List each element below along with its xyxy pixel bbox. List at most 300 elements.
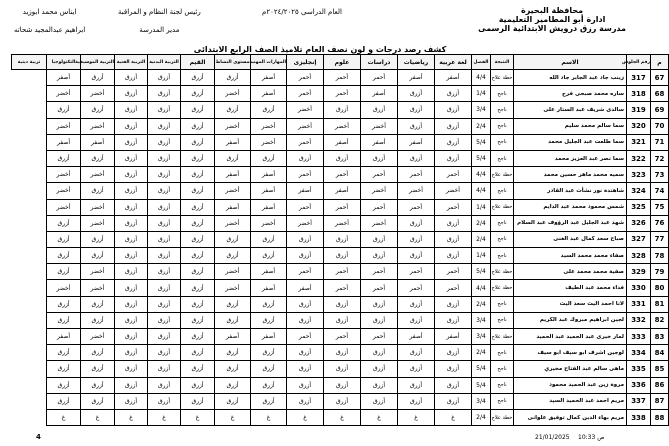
row-result: خطة علاج (491, 280, 514, 296)
table-row (12, 361, 669, 377)
row-index: 78 (651, 248, 669, 264)
grade-cell: أصفر (287, 280, 324, 296)
grade-cell: أزرق (115, 393, 148, 409)
grade-cell: أزرق (81, 150, 115, 166)
table-row (12, 134, 669, 150)
row-class: 1/4 (472, 86, 491, 102)
row-result: ناجح (491, 183, 514, 199)
grade-cell: أزرق (181, 312, 215, 328)
grade-cell: أزرق (81, 393, 115, 409)
row-code: 322 (627, 150, 651, 166)
col-social: دراسات (361, 55, 398, 70)
grade-cell: أخضر (81, 215, 115, 231)
grade-cell: أحمر (435, 280, 472, 296)
grade-cell: أزرق (181, 248, 215, 264)
grade-cell: غ (324, 409, 361, 425)
grade-cell: أزرق (148, 118, 181, 134)
grade-cell: أحمر (361, 280, 398, 296)
grade-cell: أزرق (215, 312, 251, 328)
grade-cell: أزرق (215, 231, 251, 247)
row-class: 3/4 (472, 393, 491, 409)
grade-cell: أخضر (324, 118, 361, 134)
page-number: 4 (36, 433, 41, 441)
row-code: 337 (627, 393, 651, 409)
grade-cell: أصفر (251, 167, 287, 183)
grade-cell: أزرق (115, 86, 148, 102)
grade-cell: أزرق (398, 248, 435, 264)
grade-cell: أزرق (81, 183, 115, 199)
grade-cell: أصفر (251, 86, 287, 102)
grade-cell: أخضر (287, 118, 324, 134)
grade-cell: أحمر (287, 167, 324, 183)
grade-cell: أزرق (324, 361, 361, 377)
grade-cell: أزرق (115, 264, 148, 280)
grade-cell: أزرق (251, 345, 287, 361)
grade-cell: أخضر (81, 118, 115, 134)
grade-cell: أحمر (398, 280, 435, 296)
grade-cell: أزرق (398, 345, 435, 361)
row-code: 331 (627, 296, 651, 312)
grade-cell: أزرق (435, 312, 472, 328)
grade-cell: أزرق (398, 296, 435, 312)
row-class: 4/4 (472, 280, 491, 296)
grade-cell: أزرق (181, 150, 215, 166)
grade-cell: أزرق (148, 102, 181, 118)
grade-cell: أزرق (148, 86, 181, 102)
grade-cell: أزرق (115, 231, 148, 247)
grade-cell: أزرق (398, 393, 435, 409)
grade-cell: أزرق (81, 377, 115, 393)
table-row (12, 102, 669, 118)
grade-cell: أحمر (361, 167, 398, 183)
grade-cell: أزرق (81, 361, 115, 377)
row-class: 3/4 (472, 312, 491, 328)
grade-cell: أصفر (398, 134, 435, 150)
grade-cell: غ (435, 409, 472, 425)
row-result: ناجح (491, 134, 514, 150)
grade-cell: أزرق (361, 296, 398, 312)
row-name: شمس محمود محمد عبد الدايم (514, 199, 627, 215)
row-class: 1/4 (472, 248, 491, 264)
row-name: سما سالم محمد سليم (514, 118, 627, 134)
grade-cell: أخضر (81, 86, 115, 102)
row-index: 81 (651, 296, 669, 312)
row-index: 79 (651, 264, 669, 280)
grade-cell: غ (215, 409, 251, 425)
grade-cell: أزرق (251, 361, 287, 377)
row-result: ناجح (491, 215, 514, 231)
row-code: 333 (627, 329, 651, 345)
grade-cell: أصفر (215, 199, 251, 215)
grade-cell: أزرق (435, 296, 472, 312)
row-index: 87 (651, 393, 669, 409)
row-result: ناجح (491, 377, 514, 393)
grade-cell: أحمر (287, 264, 324, 280)
col-pe: التربية البدنية (148, 55, 181, 70)
grade-cell: أزرق (115, 167, 148, 183)
grade-cell: أزرق (435, 150, 472, 166)
table-row (12, 150, 669, 166)
header-committee-block (118, 8, 201, 35)
grade-cell: أصفر (47, 70, 81, 86)
grade-cell: أزرق (287, 377, 324, 393)
row-index: 71 (651, 134, 669, 150)
grade-cell: أزرق (251, 102, 287, 118)
table-row (12, 118, 669, 134)
grade-cell: أزرق (47, 150, 81, 166)
row-code: 325 (627, 199, 651, 215)
grade-cell: أزرق (361, 102, 398, 118)
grade-cell: أزرق (47, 312, 81, 328)
grade-cell: أخضر (81, 280, 115, 296)
grade-cell: أخضر (47, 183, 81, 199)
row-name: سالدى شريف عبد الستار على (514, 102, 627, 118)
grade-cell: أزرق (435, 134, 472, 150)
table-row (12, 86, 669, 102)
row-code: 320 (627, 118, 651, 134)
grade-cell: أصفر (324, 134, 361, 150)
row-result: خطة علاج (491, 264, 514, 280)
header-year-block (262, 8, 342, 17)
row-index: 82 (651, 312, 669, 328)
row-name: صفاء محمد محمد السيد (514, 248, 627, 264)
grade-cell: أزرق (148, 345, 181, 361)
grade-cell: أزرق (148, 280, 181, 296)
grade-cell: أزرق (115, 70, 148, 86)
grade-cell: أخضر (215, 118, 251, 134)
grade-cell: غ (181, 409, 215, 425)
row-class: 2/4 (472, 231, 491, 247)
table-body (12, 70, 669, 426)
grade-cell: أزرق (47, 231, 81, 247)
row-result: ناجح (491, 248, 514, 264)
row-name: لمار خيرى عبد الحميد عبد الحميد (514, 329, 627, 345)
grade-cell: أزرق (435, 102, 472, 118)
grade-cell: أزرق (115, 183, 148, 199)
grade-cell: أخضر (361, 118, 398, 134)
grade-cell: أزرق (324, 393, 361, 409)
table-row (12, 167, 669, 183)
grade-cell: أزرق (181, 215, 215, 231)
grade-cell: أزرق (181, 231, 215, 247)
grade-cell: أصفر (215, 134, 251, 150)
grade-cell: أزرق (181, 345, 215, 361)
grade-cell: أزرق (47, 296, 81, 312)
grade-cell: أحمر (398, 167, 435, 183)
administration-label: ادارة أبو المطامير التعليمية (498, 15, 606, 24)
grade-cell: أزرق (324, 296, 361, 312)
header-school-block (478, 6, 626, 33)
row-index: 77 (651, 231, 669, 247)
grade-cell: أزرق (181, 134, 215, 150)
grade-cell: أزرق (361, 361, 398, 377)
print-date: 21/01/2025 (535, 434, 570, 441)
grade-cell: أصفر (251, 183, 287, 199)
grade-cell: أصفر (435, 70, 472, 86)
grade-cell: أحمر (324, 280, 361, 296)
col-music: التربية الموسيقية (81, 55, 115, 70)
grade-cell: أزرق (435, 345, 472, 361)
grade-cell: أحمر (398, 199, 435, 215)
grade-cell: أصفر (251, 70, 287, 86)
col-activity: مستوى النشاط (215, 55, 251, 70)
col-skills: المهارات المهنية (251, 55, 287, 70)
row-class: 2/4 (472, 345, 491, 361)
row-class: 4/4 (472, 167, 491, 183)
grade-cell: أزرق (287, 231, 324, 247)
grade-cell: أحمر (324, 70, 361, 86)
row-result: ناجح (491, 393, 514, 409)
row-name: سميه محمد ماهر حسين محمد (514, 167, 627, 183)
row-result: ناجح (491, 296, 514, 312)
table-row (12, 199, 669, 215)
row-code: 338 (627, 409, 651, 425)
grade-cell: أخضر (81, 264, 115, 280)
grade-cell: أزرق (148, 393, 181, 409)
grade-cell: أزرق (435, 393, 472, 409)
grade-cell: أحمر (324, 199, 361, 215)
table-row (12, 280, 669, 296)
row-name: لانا احمد اليث سعد اليث (514, 296, 627, 312)
row-result: ناجح (491, 150, 514, 166)
grade-cell: أزرق (398, 102, 435, 118)
grade-cell: أزرق (181, 183, 215, 199)
row-name: لجين ابراهيم مبروك عبد الكريم (514, 312, 627, 328)
grade-cell: أخضر (215, 183, 251, 199)
grade-cell: أزرق (115, 312, 148, 328)
grade-cell: أزرق (148, 183, 181, 199)
row-result: خطة علاج (491, 199, 514, 215)
grade-cell: أزرق (324, 312, 361, 328)
grade-cell: أزرق (435, 231, 472, 247)
grade-cell: أحمر (361, 199, 398, 215)
grade-cell: أزرق (181, 102, 215, 118)
grade-cell: أزرق (115, 150, 148, 166)
grade-cell: أخضر (251, 215, 287, 231)
grade-cell: أزرق (148, 264, 181, 280)
col-index: م (651, 55, 669, 70)
grade-cell: غ (81, 409, 115, 425)
grade-cell: أزرق (398, 231, 435, 247)
grade-cell: أزرق (47, 377, 81, 393)
grade-cell: أزرق (215, 377, 251, 393)
grade-cell: أخضر (81, 199, 115, 215)
grade-cell: أحمر (287, 329, 324, 345)
col-values: القيم (181, 55, 215, 70)
grade-cell: أزرق (361, 231, 398, 247)
grade-cell: أصفر (47, 134, 81, 150)
row-code: 318 (627, 86, 651, 102)
table-row (12, 296, 669, 312)
grade-cell: أزرق (181, 329, 215, 345)
row-index: 84 (651, 345, 669, 361)
grade-cell: أزرق (324, 248, 361, 264)
grade-cell: أصفر (251, 264, 287, 280)
grade-cell: أزرق (324, 377, 361, 393)
row-index: 83 (651, 329, 669, 345)
grade-cell: أزرق (181, 280, 215, 296)
grade-cell: أزرق (115, 215, 148, 231)
grade-cell: أخضر (81, 167, 115, 183)
col-science: علوم (324, 55, 361, 70)
grade-cell: أصفر (251, 280, 287, 296)
row-name: شهد عبد الجليل عبد الرؤوف عبد السلام (514, 215, 627, 231)
grade-cell: أزرق (398, 118, 435, 134)
col-ict: التكنولوجيا (47, 55, 81, 70)
row-code: 319 (627, 102, 651, 118)
grade-cell: أزرق (361, 312, 398, 328)
grade-cell: غ (361, 409, 398, 425)
row-result: ناجح (491, 118, 514, 134)
grade-cell: أزرق (215, 102, 251, 118)
grade-cell: أزرق (398, 312, 435, 328)
grade-cell: أزرق (324, 231, 361, 247)
row-index: 74 (651, 183, 669, 199)
grade-cell: أزرق (115, 377, 148, 393)
row-index: 67 (651, 70, 669, 86)
row-name: ماهى سالم عبد الفتاح مخيري (514, 361, 627, 377)
grade-cell: أخضر (47, 280, 81, 296)
grade-cell: أحمر (361, 264, 398, 280)
grade-cell: أخضر (398, 183, 435, 199)
row-name: مريم احمد عبد الحميد السيد (514, 393, 627, 409)
col-art: التربية الفنية (115, 55, 148, 70)
row-index: 85 (651, 361, 669, 377)
row-code: 336 (627, 377, 651, 393)
grade-cell: أزرق (148, 150, 181, 166)
grade-cell: أخضر (251, 134, 287, 150)
row-class: 3/4 (472, 329, 491, 345)
row-result: خطة علاج (491, 167, 514, 183)
table-row (12, 215, 669, 231)
grade-cell: أزرق (215, 393, 251, 409)
grade-cell: أزرق (398, 377, 435, 393)
row-name: شاهندة نور نشأت عبد القادر (514, 183, 627, 199)
school-label: مدرسة رزق درويش الابتدائية الرسمى (478, 24, 626, 33)
col-result: النتيجة (491, 55, 514, 70)
grade-cell: أزرق (148, 199, 181, 215)
row-class: 5/4 (472, 264, 491, 280)
grade-cell: أزرق (181, 199, 215, 215)
row-result: خطة علاج (491, 70, 514, 86)
grade-cell: أزرق (287, 312, 324, 328)
grade-cell: أزرق (181, 393, 215, 409)
grade-cell: أزرق (47, 361, 81, 377)
grade-cell: أخضر (324, 215, 361, 231)
row-class: 2/4 (472, 118, 491, 134)
grade-cell: أزرق (148, 329, 181, 345)
row-result: خطة علاج (491, 409, 514, 425)
grade-cell: أزرق (435, 86, 472, 102)
grade-cell: أصفر (215, 329, 251, 345)
grade-cell: أزرق (115, 118, 148, 134)
col-name: الاسم (514, 55, 627, 70)
row-index: 70 (651, 118, 669, 134)
grade-cell: أزرق (47, 102, 81, 118)
grade-cell: أزرق (148, 296, 181, 312)
grade-cell: أحمر (398, 264, 435, 280)
system-head-label: رئيس لجنة النظام و المراقبة (118, 8, 201, 16)
grade-cell: أصفر (361, 86, 398, 102)
table-row (12, 70, 669, 86)
row-class: 2/4 (472, 296, 491, 312)
grade-cell: أزرق (148, 231, 181, 247)
row-class: 1/4 (472, 199, 491, 215)
grade-cell: أزرق (251, 150, 287, 166)
grade-cell: أزرق (251, 393, 287, 409)
grade-cell: أزرق (148, 70, 181, 86)
grade-cell: أزرق (324, 102, 361, 118)
grade-cell: أزرق (251, 248, 287, 264)
header-signatures-block (14, 8, 85, 35)
grade-cell: أزرق (181, 296, 215, 312)
row-code: 332 (627, 312, 651, 328)
grade-cell: أزرق (215, 361, 251, 377)
grade-cell: أزرق (435, 248, 472, 264)
governorate-label: محافظة البحيرة (520, 6, 584, 15)
row-result: ناجح (491, 102, 514, 118)
grade-cell: أزرق (435, 215, 472, 231)
row-code: 326 (627, 215, 651, 231)
row-class: 4/4 (472, 70, 491, 86)
grade-cell: أخضر (47, 167, 81, 183)
row-name: لوجين اشرف ابو سيف ابو سيف (514, 345, 627, 361)
grade-cell: أخضر (435, 183, 472, 199)
grade-cell: أصفر (81, 134, 115, 150)
row-code: 317 (627, 70, 651, 86)
row-name: صباح سعد كمال عبد الغنى (514, 231, 627, 247)
grade-cell: أخضر (361, 215, 398, 231)
grade-cell: أزرق (47, 215, 81, 231)
grade-cell: أزرق (287, 345, 324, 361)
row-index: 69 (651, 102, 669, 118)
grade-cell: أزرق (115, 329, 148, 345)
grade-cell: أزرق (215, 345, 251, 361)
row-index: 80 (651, 280, 669, 296)
grade-cell: أخضر (251, 118, 287, 134)
row-name: سما نصر عبد العزيز محمد (514, 150, 627, 166)
row-class: 2/4 (472, 215, 491, 231)
grade-cell: أزرق (361, 393, 398, 409)
grade-cell: أزرق (287, 150, 324, 166)
grade-cell: أصفر (215, 167, 251, 183)
grade-cell: أصفر (251, 329, 287, 345)
grade-cell: أزرق (81, 231, 115, 247)
table-row (12, 329, 669, 345)
grade-cell: أخضر (215, 86, 251, 102)
row-class: 5/4 (472, 377, 491, 393)
row-code: 324 (627, 183, 651, 199)
grade-cell: أحمر (435, 199, 472, 215)
grade-cell: أحمر (324, 86, 361, 102)
grade-cell: أزرق (181, 70, 215, 86)
table-row (12, 248, 669, 264)
grade-cell: أزرق (361, 345, 398, 361)
row-index: 72 (651, 150, 669, 166)
grade-cell: أخضر (47, 199, 81, 215)
grade-cell: غ (287, 409, 324, 425)
grade-cell: أزرق (115, 248, 148, 264)
grade-cell: أصفر (435, 329, 472, 345)
grade-cell: أزرق (435, 118, 472, 134)
grade-cell: أزرق (398, 86, 435, 102)
row-result: ناجح (491, 231, 514, 247)
grade-cell: أخضر (215, 280, 251, 296)
chair-name: ايناس محمد ابوزيد (22, 8, 77, 16)
grade-cell: أزرق (115, 296, 148, 312)
table-row (12, 264, 669, 280)
row-name: زينب جاد عبد الجابر جاد الله (514, 70, 627, 86)
